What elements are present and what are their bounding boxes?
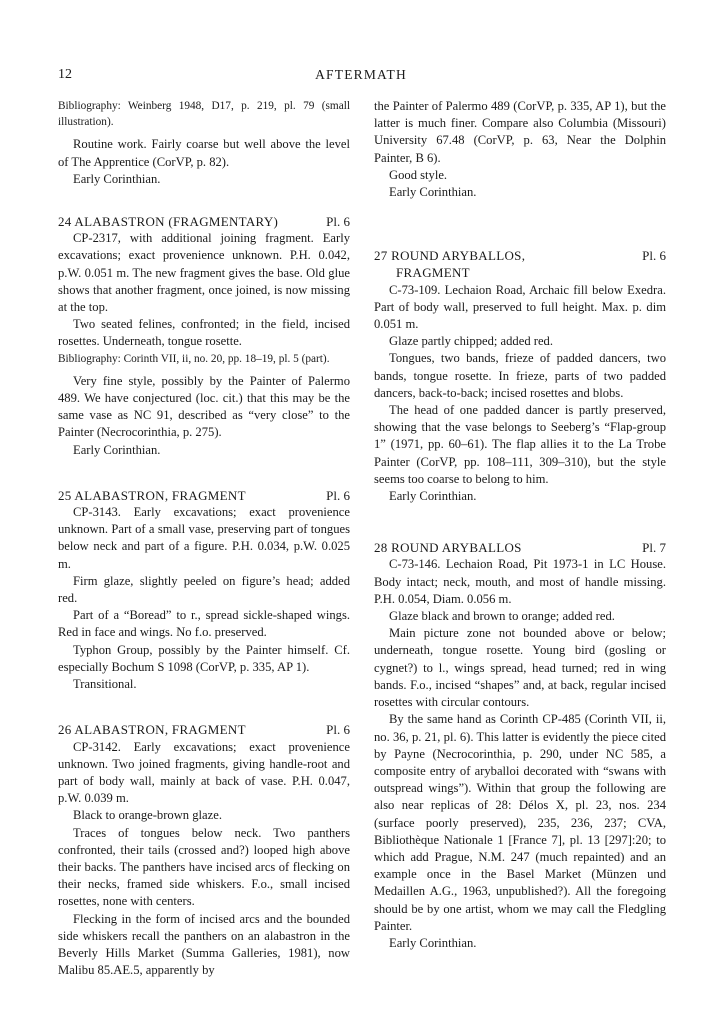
entry-26-description: CP-3142. Early excavations; exact provenience unknown. Two joined fragments, giving handle-root and part of body wall, mainly at back of vase. P.H. 0.047, p.W. 0.039 m.: [58, 739, 350, 806]
entry-26-title: 26 ALABASTRON, FRAGMENT: [58, 722, 246, 738]
entry-24-heading: [58, 213, 350, 230]
entry-27-plate: Pl. 6: [642, 248, 666, 264]
entry-24-title: 24 ALABASTRON (FRAGMENTARY): [58, 214, 279, 230]
running-head: AFTERMATH: [315, 67, 407, 82]
entry-27-glaze: Glaze partly chipped; added red.: [389, 334, 553, 349]
entry-25-glaze: Firm glaze, slightly peeled on figure’s head; added red.: [58, 573, 350, 606]
entry-25-title: 25 ALABASTRON, FRAGMENT: [58, 487, 246, 503]
entry-26-continuation: the Painter of Palermo 489 (CorVP, p. 335, AP 1), but the latter is much finer. Compare also Columbia (Missouri) University 67.48 (CorVP, p. 63, Near the Dolphin Painter, B 6).: [374, 99, 666, 165]
entry-28-plate: Pl. 7: [642, 540, 666, 556]
entry-26-plate: Pl. 6: [326, 722, 350, 738]
entry-25-period: Transitional.: [73, 677, 137, 692]
right-column: [374, 98, 666, 952]
entry-27-attribution: The head of one padded dancer is partly preserved, showing that the vase belongs to Seeberg’s “Flap-group 1” (1971, pp. 60–61). The flap allies it to the La Trobe Painter (CorVP, pp. 108–111, 309–310), but the style seems too coarse to belong to him.: [374, 403, 666, 486]
entry-28-heading: [374, 539, 666, 556]
entry-25-heading: [58, 487, 350, 504]
intro-paragraph: Routine work. Fairly coarse but well above the level of The Apprentice (CorVP, p. 82).: [58, 137, 350, 169]
entry-27-decoration: Tongues, two bands, frieze of padded dancers, two bands, tongue rosette. In frieze, parts of two padded dancers, back-to-back; incised rosettes and blobs.: [374, 351, 666, 400]
entry-24-bibliography: Bibliography: Corinth VII, ii, no. 20, pp. 18–19, pl. 5 (part).: [58, 352, 330, 365]
entry-26-style: Good style.: [389, 167, 448, 182]
entry-26-glaze: Black to orange-brown glaze.: [73, 808, 222, 823]
entry-27-heading: [374, 247, 666, 264]
entry-25-decoration: Part of a “Boread” to r., spread sickle-shaped wings. Red in face and wings. No f.o. preserved.: [58, 608, 350, 640]
entry-28-title: 28 ROUND ARYBALLOS: [374, 540, 522, 556]
left-column: [58, 98, 350, 979]
entry-27-period: Early Corinthian.: [389, 489, 477, 504]
entry-25-plate: Pl. 6: [326, 487, 350, 503]
entry-24-decoration: Two seated felines, confronted; in the field, incised rosettes. Underneath, tongue rosette.: [58, 317, 350, 349]
entry-25-description: CP-3143. Early excavations; exact provenience unknown. Part of a small vase, preserving part of tongues below neck and part of a figure. P.H. 0.034, p.W. 0.025 m.: [58, 505, 350, 571]
intro-bibliography: Bibliography: Weinberg 1948, D17, p. 219, pl. 79 (small illustration).: [58, 100, 350, 129]
entry-27-description: C-73-109. Lechaion Road, Archaic fill below Exedra. Part of body wall, preserved to full height. Max. p. dim 0.051 m.: [374, 282, 666, 332]
entry-27-title: 27 ROUND ARYBALLOS,: [374, 248, 526, 264]
intro-period: Early Corinthian.: [73, 171, 161, 186]
entry-26-decoration: Traces of tongues below neck. Two panthers confronted, their tails (crossed and?) looped high above their backs. The panthers have incised arcs of flecking on their necks, framed side whiskers. F.o., small incised rosettes, none with centers.: [58, 825, 350, 909]
entry-27-title-line2: FRAGMENT: [396, 265, 470, 281]
entry-24-attribution: Very fine style, possibly by the Painter of Palermo 489. We have conjectured (loc. cit.) that this may be the same vase as NC 91, described as “very close” to the Painter (Necrocorinthia, p. 275).: [58, 373, 350, 440]
page-number: 12: [58, 67, 72, 82]
entry-26-comparison: Flecking in the form of incised arcs and the bounded side whiskers recall the panthers on an alabastron in the Beverly Hills Market (Summa Galleries, 1981), now Malibu 85.AE.5, apparently by: [58, 911, 350, 978]
entry-28-decoration: Main picture zone not bounded above or below; underneath, tongue rosette. Young bird (gosling or cygnet?) to l., wings spread, head turned; red in wing bands. F.o., incised “shapes” and, at back, regular incised rosettes with circular contours.: [374, 626, 666, 710]
entry-28-description: C-73-146. Lechaion Road, Pit 1973-1 in LC House. Body intact; neck, mouth, and most of handle missing. P.H. 0.054, Diam. 0.056 m.: [374, 557, 666, 606]
entry-26-heading: [58, 721, 350, 738]
entry-24-period: Early Corinthian.: [73, 442, 161, 457]
entry-26-period: Early Corinthian.: [389, 185, 477, 200]
entry-24-description: CP-2317, with additional joining fragment. Early excavations; exact provenience unknown. P.H. 0.042, p.W. 0.051 m. The new fragment gives the base. Old glue shows that another fragment, once joined, is now missing at the top.: [58, 231, 350, 315]
entry-25-attribution: Typhon Group, possibly by the Painter himself. Cf. especially Bochum S 1098 (CorVP, p. 335, AP 1).: [58, 642, 350, 674]
entry-24-plate: Pl. 6: [326, 214, 350, 230]
entry-28-period: Early Corinthian.: [389, 935, 477, 950]
entry-28-attribution: By the same hand as Corinth CP-485 (Corinth VII, ii, no. 36, p. 21, pl. 6). This latter is evidently the piece cited by Payne (Necrocorinthia, p. 290, under NC 585, a composite entry of aryballoi decorated with “swans with outspread wings”). Within that group the following are also near replicas of 28: Délos X, pl. 23, nos. 234 (surface poorly preserved), 235, 236, 237; CVA, Bibliothèque Nationale 1 [France 7], pl. 13 [297]:20; to which add Prague, N.M. 247 (much repainted) and an example once in the Basel Market (Münzen und Medaillen A.G., 1963, unpublished?). All the foregoing should be by one artist, whom we may call the Fledgling Painter.: [374, 712, 666, 933]
entry-28-glaze: Glaze black and brown to orange; added red.: [389, 609, 615, 624]
